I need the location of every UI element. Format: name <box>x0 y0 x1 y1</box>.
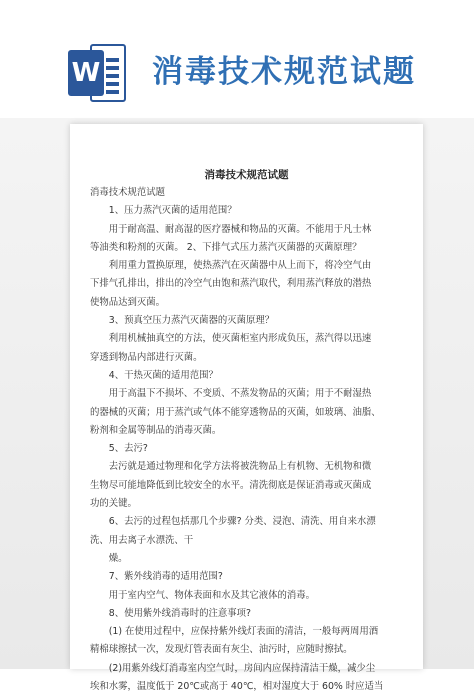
document-line: 7、紫外线消毒的适用范围? <box>90 571 223 583</box>
word-document-icon <box>68 44 128 102</box>
document-line: 等油类和粉剂的灭菌。 2、下排气式压力蒸汽灭菌器的灭菌原理？ <box>90 241 362 253</box>
document-line: 8、使用紫外线消毒时的注意事项? <box>90 607 251 619</box>
word-icon-letter: W <box>68 50 104 96</box>
document-title-banner: 消毒技术规范试题 <box>152 54 416 90</box>
document-line: 6、去污的过程包括那几个步骤? 分类、浸泡、清洗、用自来水漂 <box>90 516 376 528</box>
document-line: 利用重力置换原理，使热蒸汽在灭菌器中从上而下，将冷空气由 <box>90 260 372 272</box>
document-line: 4、干热灭菌的适用范围？ <box>90 369 218 381</box>
document-line: 去污就是通过物理和化学方法将被洗物品上有机物、无机物和微 <box>90 461 372 473</box>
document-line: 3、预真空压力蒸汽灭菌器的灭菌原理？ <box>90 315 275 327</box>
document-line: 埃和水雾，温度低于 20℃或高于 40℃，相对湿度大于 60% 时应适当 <box>90 681 384 693</box>
document-line: 燥。 <box>90 552 128 564</box>
document-body <box>90 184 408 696</box>
document-line: 用于室内空气、物体表面和水及其它液体的消毒。 <box>90 589 316 601</box>
document-line: 洗、用去离子水漂洗、干 <box>90 534 194 546</box>
document-line: 的器械的灭菌；用于蒸汽或气体不能穿透物品的灭菌，如玻璃、油脂、 <box>90 406 381 418</box>
document-line: 1、压力蒸汽灭菌的适用范围？ <box>90 205 237 217</box>
document-line: (2)用紫外线灯消毒室内空气时，房间内应保持清洁干燥，减少尘 <box>90 662 376 674</box>
document-line: 利用机械抽真空的方法，使灭菌柜室内形成负压，蒸汽得以迅速 <box>90 333 372 345</box>
document-line: 消毒技术规范试题 <box>90 187 166 198</box>
document-line: 用于高温下不损坏、不变质、不蒸发物品的灭菌；用于不耐湿热 <box>90 388 372 400</box>
document-line: (1) 在使用过程中，应保持紫外线灯表面的清洁，一般每两周用酒 <box>90 626 379 638</box>
document-line: 5、去污? <box>90 443 148 455</box>
document-line: 用于耐高温、耐高湿的医疗器械和物品的灭菌。不能用于凡士林 <box>90 223 372 235</box>
document-line: 精棉球擦拭一次，发现灯管表面有灰尘、油污时，应随时擦拭。 <box>90 644 353 656</box>
document-line: 下排气孔排出，排出的冷空气由饱和蒸汽取代，利用蒸汽释放的潜热 <box>90 278 372 290</box>
document-line: 粉剂和金属等制品的消毒灭菌。 <box>90 424 222 436</box>
document-line: 功的关键。 <box>90 498 137 510</box>
banner <box>0 0 474 118</box>
page-heading: 消毒技术规范试题 <box>204 169 289 181</box>
document-line: 穿透到物品内部进行灭菌。 <box>90 351 203 363</box>
document-line: 生物尽可能地降低到比较安全的水平。清洗彻底是保证消毒或灭菌成 <box>90 479 372 491</box>
document-line: 使物品达到灭菌。 <box>90 296 166 308</box>
